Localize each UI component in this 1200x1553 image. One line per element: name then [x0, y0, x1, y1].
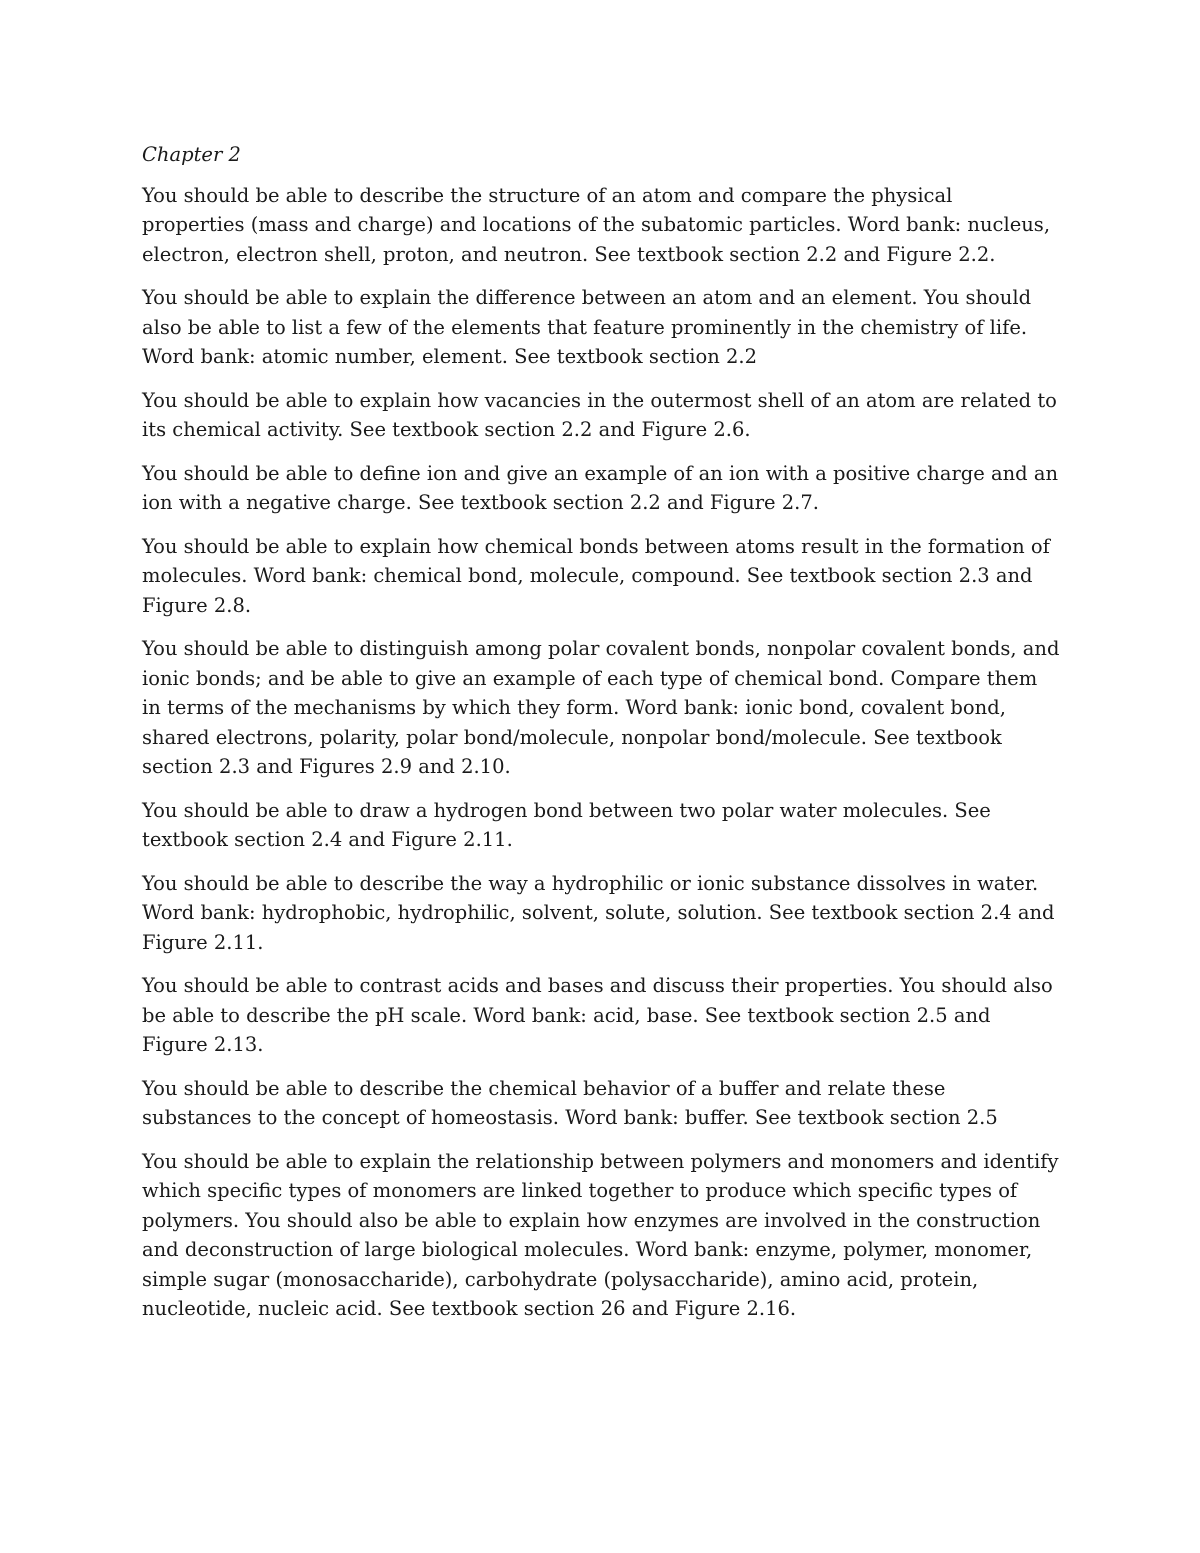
objective-paragraph: You should be able to describe the way a hydrophilic or ionic substance dissolves in water. Word bank: hydrophobic, hydrophilic, solvent, solute, solution. See textbook section 2.4 and Figure 2.11.: [142, 871, 1055, 954]
objective-paragraph: You should be able to draw a hydrogen bond between two polar water molecules. See textbook section 2.4 and Figure 2.11.: [142, 798, 991, 851]
objective-paragraph: You should be able to explain how vacancies in the outermost shell of an atom are related to its chemical activity. See textbook section 2.2 and Figure 2.6.: [142, 388, 1057, 441]
objective-paragraph: You should be able to define ion and give an example of an ion with a positive charge and an ion with a negative charge. See textbook section 2.2 and Figure 2.7.: [142, 461, 1059, 514]
objective-paragraph: You should be able to explain the relationship between polymers and monomers and identify which specific types of monomers are linked together to produce which specific types of polymers. You should also be able to explain how enzymes are involved in the construction and deconstruction of large biological molecules. Word bank: enzyme, polymer, monomer, simple sugar (monosaccharide), carbohydrate (polysaccharide), amino acid, protein, nucleotide, nucleic acid. See textbook section 26 and Figure 2.16.: [142, 1149, 1059, 1320]
objective-paragraph: You should be able to describe the structure of an atom and compare the physical properties (mass and charge) and locations of the subatomic particles. Word bank: nucleus, electron, electron shell, proton, and neutron. See textbook section 2.2 and Figure 2.2.: [142, 183, 1051, 266]
objective-paragraph: You should be able to contrast acids and bases and discuss their properties. You should also be able to describe the pH scale. Word bank: acid, base. See textbook section 2.5 and Figure 2.13.: [142, 974, 1053, 1056]
objective-paragraph: You should be able to describe the chemical behavior of a buffer and relate these substances to the concept of homeostasis. Word bank: buffer. See textbook section 2.5: [142, 1076, 998, 1129]
document-body: [142, 140, 1060, 1338]
chapter-title: Chapter 2: [142, 143, 241, 166]
objective-paragraph: You should be able to distinguish among polar covalent bonds, nonpolar covalent bonds, and ionic bonds; and be able to give an example of each type of chemical bond. Compare them in terms of the mechanisms by which they form. Word bank: ionic bond, covalent bond, shared electrons, polarity, polar bond/molecule, nonpolar bond/molecule. See textbook section 2.3 and Figures 2.9 and 2.10.: [142, 637, 1060, 778]
objective-paragraph: You should be able to explain how chemical bonds between atoms result in the formation of molecules. Word bank: chemical bond, molecule, compound. See textbook section 2.3 and Figure 2.8.: [142, 534, 1050, 617]
objective-paragraph: You should be able to explain the difference between an atom and an element. You should also be able to list a few of the elements that feature prominently in the chemistry of life. Word bank: atomic number, element. See textbook section 2.2: [142, 286, 1032, 368]
